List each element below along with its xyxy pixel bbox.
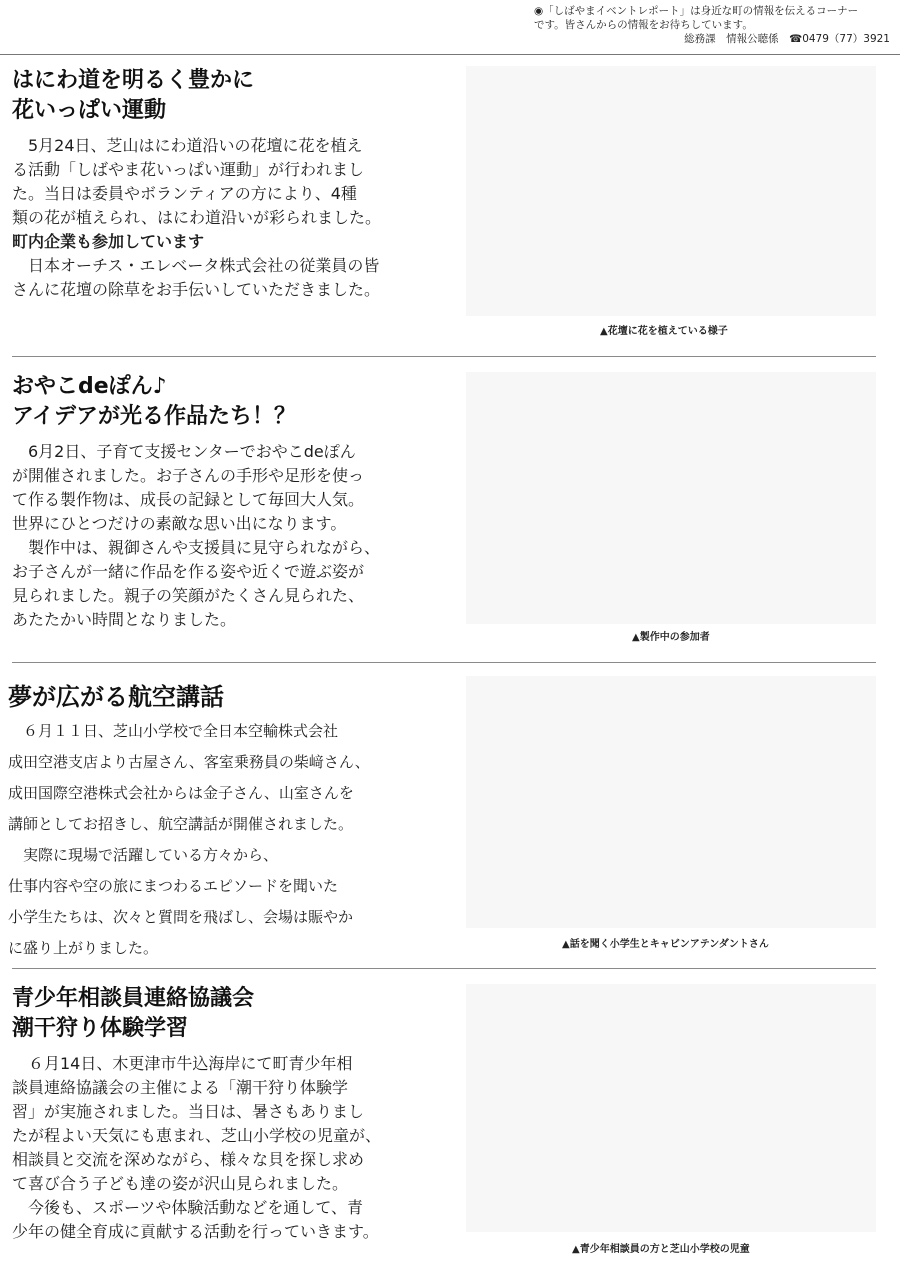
body-line: 日本オーチス・エレベータ株式会社の従業員の皆 [12, 256, 380, 275]
photo-flower-planting [466, 66, 876, 316]
body-line: 5月24日、芝山はにわ道沿いの花壇に花を植え [12, 136, 363, 155]
body-line: る活動「しばやま花いっぱい運動」が行われまし [12, 160, 365, 179]
title-line: 潮干狩り体験学習 [12, 1016, 189, 1041]
body-line: 相談員と交流を深めながら、様々な貝を探し求め [12, 1150, 365, 1169]
body-line: 成田国際空港株式会社からは金子さん、山室さんを [8, 784, 354, 802]
body-line: 製作中は、親御さんや支援員に見守られながら、 [12, 538, 381, 557]
body-line: 成田空港支店より古屋さん、客室乗務員の柴﨑さん、 [8, 753, 370, 771]
photo-caption: ▲製作中の参加者 [632, 632, 710, 643]
body-line: たが程よい天気にも恵まれ、芝山小学校の児童が、 [12, 1126, 381, 1145]
contact-info: 総務課 情報公聴係 ☎0479（77）3921 [684, 33, 890, 45]
body-line: 実際に現場で活躍している方々から、 [8, 846, 279, 864]
section-divider [12, 356, 876, 357]
body-line: 見られました。親子の笑顔がたくさん見られた、 [12, 586, 365, 605]
body-line: お子さんが一緒に作品を作る姿や近くで遊ぶ姿が [12, 562, 365, 581]
article-body [12, 440, 452, 632]
body-line: 6月2日、子育て支援センターでおやこdeぽん [12, 442, 356, 461]
body-line: た。当日は委員やボランティアの方により、4種 [12, 184, 357, 203]
article-body [12, 1052, 452, 1244]
title-line: おやこdeぽん♪ [12, 374, 167, 399]
body-line: 類の花が植えられ、はにわ道沿いが彩られました。 [12, 208, 381, 227]
photo-clam-digging [466, 984, 876, 1232]
body-line: 少年の健全育成に貢献する活動を行っていきます。 [12, 1222, 379, 1241]
title-line: 花いっぱい運動 [12, 98, 167, 123]
body-line: 講師としてお招きし、航空講話が開催されました。 [8, 815, 354, 833]
body-line: 小学生たちは、次々と質問を飛ばし、会場は賑やか [8, 908, 354, 926]
corner-note-line-1: ◉「しばやまイベントレポート」は身近な町の情報を伝えるコーナー [534, 5, 859, 17]
body-line: て喜び合う子ども達の姿が沢山見られました。 [12, 1174, 349, 1193]
article-body [8, 716, 428, 964]
photo-craft-participants [466, 372, 876, 624]
corner-note [534, 4, 896, 46]
header-divider [0, 54, 900, 55]
photo-caption: ▲話を聞く小学生とキャビンアテンダントさん [562, 939, 769, 950]
body-line: 習」が実施されました。当日は、暑さもありまし [12, 1102, 365, 1121]
body-line: さんに花壇の除草をお手伝いしていただきました。 [12, 280, 381, 299]
section-divider [12, 662, 876, 663]
body-line: ６月14日、木更津市牛込海岸にて町青少年相 [12, 1054, 353, 1073]
body-line: あたたかい時間となりました。 [12, 610, 237, 629]
body-line: 世界にひとつだけの素敵な思い出になります。 [12, 514, 347, 533]
body-line: ６月１１日、芝山小学校で全日本空輸株式会社 [8, 722, 339, 740]
title-line: はにわ道を明るく豊かに [12, 68, 255, 93]
body-line: 今後も、スポーツや体験活動などを通して、青 [12, 1198, 364, 1217]
title-line: 青少年相談員連絡協議会 [12, 986, 255, 1011]
body-line: 談員連絡協議会の主催による「潮干狩り体験学 [12, 1078, 349, 1097]
article-body [12, 134, 452, 302]
corner-note-line-2: です。皆さんからの情報をお待ちしています。 [534, 19, 753, 31]
article-subheading: 町内企業も参加しています [12, 232, 205, 251]
body-line: に盛り上がりました。 [8, 939, 159, 957]
body-line: が開催されました。お子さんの手形や足形を使っ [12, 466, 365, 485]
title-line: 夢が広がる航空講話 [8, 683, 224, 711]
photo-caption: ▲花壇に花を植えている様子 [600, 326, 728, 337]
photo-aviation-lecture [466, 676, 876, 928]
title-line: アイデアが光る作品たち！？ [12, 404, 297, 429]
body-line: て作る製作物は、成長の記録として毎回大人気。 [12, 490, 365, 509]
photo-caption: ▲青少年相談員の方と芝山小学校の児童 [572, 1244, 750, 1255]
body-line: 仕事内容や空の旅にまつわるエピソードを聞いた [8, 877, 339, 895]
section-divider [12, 968, 876, 969]
